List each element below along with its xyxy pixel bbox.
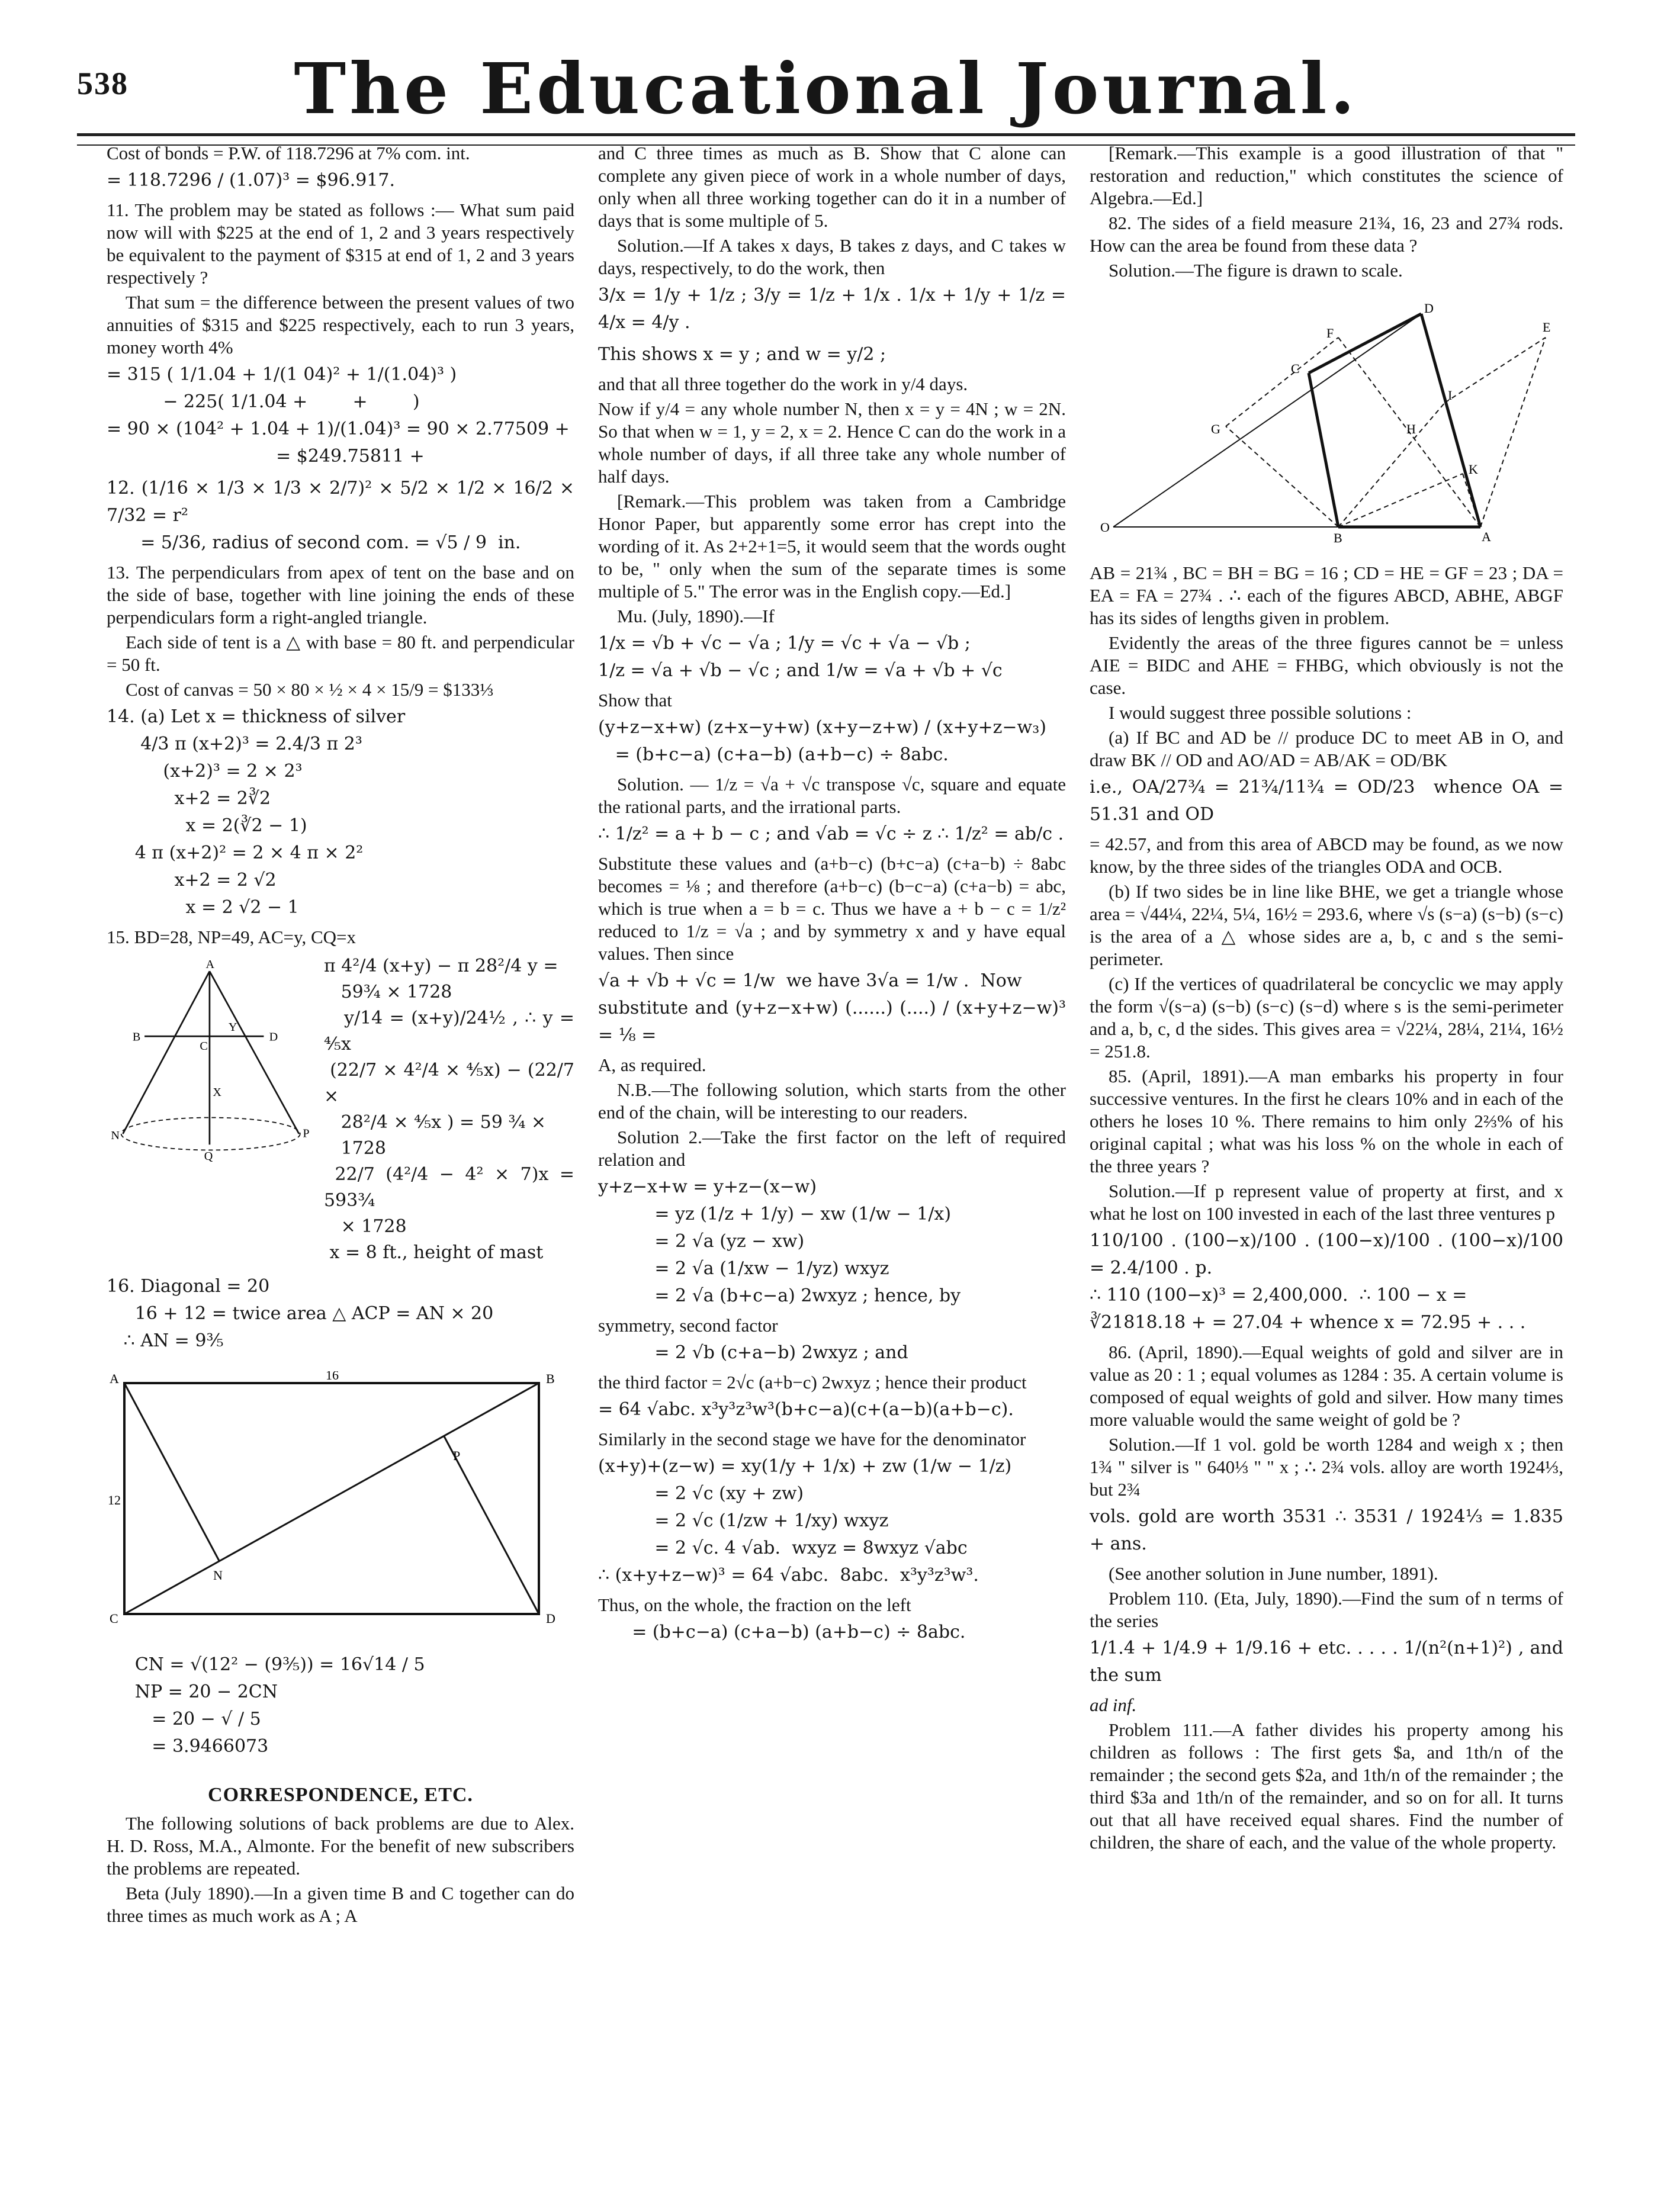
quad-label: D <box>1424 301 1434 316</box>
paragraph: (a) If BC and AD be // produce DC to meet AB in O, and draw BK // OD and AO/AD = AB/AK = OD/BK <box>1090 727 1563 770</box>
quad-label: F <box>1326 326 1334 340</box>
problem-15: 15. BD=28, NP=49, AC=y, CQ=x <box>107 927 356 947</box>
paragraph: Thus, on the whole, the fraction on the left <box>598 1594 911 1615</box>
paragraph: Cost of canvas = 50 × 80 × ½ × 4 × 15/9 = $133⅓ <box>126 679 494 700</box>
problem-85: 85. (April, 1891).—A man embarks his property in four successive ventures. In the first he clears 10% and in each of the others he loses 10 %. There remains to him only 2⅔% of his original capital ; what was his loss % on the whole in each of the three years ? <box>1090 1066 1563 1176</box>
equation: 3/x = 1/y + 1/z ; 3/y = 1/z + 1/x . 1/x + 1/y + 1/z = 4/x = 4/y . <box>598 285 1072 333</box>
equation: (x+y)+(z−w) = xy(1/y + 1/x) + zw (1/w − 1/z) = 2 √c (xy + zw) = 2 √c (1/zw + 1/xy) wxyz = 2 √c. 4 √ab. wxyz = 8wxyz √abc ∴ (x+y+z−w)³ = 64 √abc. 8abc. x³y³z³w³. <box>598 1456 1012 1586</box>
paragraph: the third factor = 2√c (a+b−c) 2wxyz ; hence their product <box>598 1372 1027 1393</box>
quad-label: O <box>1100 520 1110 535</box>
equation: (y+z−x+w) (z+x−y+w) (x+y−z+w) / (x+y+z−w₃) = (b+c−a) (c+a−b) (a+b−c) ÷ 8abc. <box>598 717 1046 765</box>
problem-16-solution: CN = √(12² − (9⅗)) = 16√14 / 5 NP = 20 − 2CN = 20 − √ / 5 = 3.9466073 <box>134 1654 425 1757</box>
equation: 110/100 . (100−x)/100 . (100−x)/100 . (100−x)/100 = 2.4/100 . p. ∴ 110 (100−x)³ = 2,400,000. ∴ 100 − x = ∛21818.18 + = 27.04 + whence x = 72.95 + . . . <box>1090 1230 1563 1333</box>
paragraph: I would suggest three possible solutions : <box>1109 702 1412 723</box>
problem-13: 13. The perpendiculars from apex of tent on the base and on the side of base, together with line joining the ends of these perpendiculars form a right-angled triangle. <box>107 562 574 628</box>
page-number: 538 <box>77 66 129 101</box>
equation: = (b+c−a) (c+a−b) (a+b−c) ÷ 8abc. <box>598 1622 966 1642</box>
column-right <box>1090 142 1569 1856</box>
rect-label: A <box>110 1371 119 1386</box>
paragraph: and C three times as much as B. Show that C alone can complete any given piece of work in a whole number of days, only when all three working together can do it in a number of days that is some multiple of 5. <box>598 143 1066 231</box>
paragraph: Each side of tent is a △ with base = 80 ft. and perpendicular = 50 ft. <box>107 632 574 675</box>
paragraph: Cost of bonds = P.W. of 118.7296 at 7% com. int. <box>107 143 470 163</box>
paragraph: Solution.—If p represent value of property at first, and x what he lost on 100 invested in each of the last three ventures p <box>1090 1181 1563 1224</box>
equation: = 118.7296 / (1.07)³ = $96.917. <box>107 170 396 191</box>
problem-mu: Mu. (July, 1890).—If <box>617 606 775 626</box>
cone-label: N <box>111 1129 120 1143</box>
equation: 1/1.4 + 1/4.9 + 1/9.16 + etc. . . . . 1/(n²(n+1)²) , and the sum <box>1090 1638 1569 1686</box>
journal-masthead: The Educational Journal. <box>294 47 1358 130</box>
column-left <box>107 142 574 1930</box>
equation: y+z−x+w = y+z−(x−w) = yz (1/z + 1/y) − xw (1/w − 1/x) = 2 √a (yz − xw) = 2 √a (1/xw − 1/yz) wxyz = 2 √a (b+c−a) 2wxyz ; hence, by <box>598 1176 961 1306</box>
rect-label: 16 <box>326 1371 339 1382</box>
cone-label: Q <box>204 1149 213 1163</box>
paragraph: = 42.57, and from this area of ABCD may be found, as we now know, by the three sides of the triangles ODA and OCB. <box>1090 834 1563 877</box>
equation: ∴ 1/z² = a + b − c ; and √ab = √c ÷ z ∴ 1/z² = ab/c . <box>598 824 1064 844</box>
cone-label: X <box>213 1085 221 1099</box>
rect-label: C <box>110 1611 118 1626</box>
paragraph: and that all three together do the work in y/4 days. <box>598 374 968 394</box>
paragraph: Now if y/4 = any whole number N, then x = y = 4N ; w = 2N. So that when w = 1, y = 2, x = 2. Hence C can do the work in a whole number of days, if all three take any whole number of half days. <box>598 398 1066 487</box>
quad-label: I <box>1448 388 1453 403</box>
problem-82: 82. The sides of a field measure 21¾, 16, 23 and 27¾ rods. How can the area be found from these data ? <box>1090 213 1563 256</box>
paragraph: Solution.—If 1 vol. gold be worth 1284 and weigh x ; then 1¾ " silver is " 640⅓ " " x ; ∴ 2¾ vols. alloy are worth 1924⅓, but 2¾ <box>1090 1434 1563 1500</box>
problem-16: 16. Diagonal = 20 16 + 12 = twice area △ ACP = AN × 20 ∴ AN = 9⅗ <box>107 1276 494 1351</box>
cone-figure <box>107 951 318 1176</box>
quad-label: A <box>1482 529 1491 544</box>
equation: i.e., OA/27¾ = 21¾/11¾ = OD/23 whence OA = 51.31 and OD <box>1090 777 1569 825</box>
paragraph: (b) If two sides be in line like BHE, we get a triangle whose area = √44¼, 22¼, 5¼, 16½ = 293.6, where √s (s−a) (s−b) (s−c) is the area of a △ whose sides are a, b, c and s the semi-perimeter. <box>1090 881 1563 969</box>
quad-label: K <box>1469 462 1478 477</box>
problem-111: Problem 111.—A father divides his property among his children as follows : The first gets $a, and 1th/n of the remainder ; the second gets $2a, and 1th/n of the remainder ; the third $3a and 1th/n of the remainder, and so on for all. It turns out that all have received equal shares. Find the number of children, the share of each, and the value of the whole property. <box>1090 1719 1563 1853</box>
paragraph: That sum = the difference between the present values of two annuities of $315 and $225 respectively, each to run 3 years, money worth 4% <box>107 292 574 358</box>
rect-label: D <box>546 1611 555 1626</box>
equation: This shows x = y ; and w = y/2 ; <box>598 344 886 365</box>
rect-label: P <box>453 1448 461 1463</box>
paragraph: ad inf. <box>1090 1695 1137 1715</box>
problem-14: 14. (a) Let x = thickness of silver 4/3 π (x+2)³ = 2.4/3 π 2³ (x+2)³ = 2 × 2³ x+2 = 2∛2 x = 2(∛2 − 1) 4 π (x+2)² = 2 × 4 π × 2² x+2 = 2 √2 x = 2 √2 − 1 <box>107 706 406 918</box>
paragraph: The following solutions of back problems are due to Alex. H. D. Ross, M.A., Almonte. For the benefit of new subscribers the problems are repeated. <box>107 1813 574 1879</box>
quad-label: H <box>1406 422 1416 436</box>
problem-11: 11. The problem may be stated as follows :— What sum paid now will with $225 at the end of 1, 2 and 3 years respectively be equivalent to the payment of $315 at end of 1, 2 and 3 years respectively ? <box>107 200 574 288</box>
cone-label: A <box>205 957 215 971</box>
cone-label: D <box>269 1030 278 1044</box>
paragraph: N.B.—The following solution, which starts from the other end of the chain, will be interesting to our readers. <box>598 1079 1066 1123</box>
paragraph: Evidently the areas of the three figures cannot be = unless AIE = BIDC and AHE = FHBG, which obviously is not the case. <box>1090 632 1563 698</box>
paragraph: AB = 21¾ , BC = BH = BG = 16 ; CD = HE = GF = 23 ; DA = EA = FA = 27¾ . ∴ each of the figures ABCD, ABHE, ABGF has its sides of lengths given in problem. <box>1090 562 1563 628</box>
column-middle <box>598 142 1072 1651</box>
equation: = 2 √b (c+a−b) 2wxyz ; and <box>598 1342 908 1363</box>
paragraph: A, as required. <box>598 1054 706 1075</box>
paragraph: Solution.—The figure is drawn to scale. <box>1109 260 1403 281</box>
rect-label: B <box>546 1371 555 1386</box>
paragraph: Substitute these values and (a+b−c) (b+c−a) (c+a−b) ÷ 8abc becomes = ⅛ ; and therefore (a+b−c) (b−c−a) (c+a−b) = abc, which is true when a = b = c. Thus we have a + b − c = 1/z² reduced to 1/z = √a ; and by symmetry x and y have equal values. Then since <box>598 853 1066 964</box>
problem-12: 12. (1/16 × 1/3 × 1/3 × 2/7)² × 5/2 × 1/2 × 16/2 × 7/32 = r² = 5/36, radius of second com. = √5 / 9 in. <box>107 478 574 553</box>
paragraph: Solution 2.—Take the first factor on the left of required relation and <box>598 1127 1066 1170</box>
paragraph: Show that <box>598 690 672 710</box>
problem-15-equations: π 4²/4 (x+y) − π 28²/4 y = 59¾ × 1728 y/14 = (x+y)/24½ , ∴ y = ⅘x (22/7 × 4²/4 × ⅘x) − (22/7 × 28²/4 × ⅘x ) = 59 ¾ × 1728 22/7 (4²/4 − 4² × 7)x = 593¾ × 1728 x = 8 ft., height of mast <box>323 956 575 1263</box>
quad-label: C <box>1291 361 1300 376</box>
cone-label: Y <box>228 1021 237 1034</box>
remark: [Remark.—This problem was taken from a Cambridge Honor Paper, but apparently some error has crept into the wording of it. As 2+2+1=5, it would seem that the words ought to be, " only when the sum of the separate times is some multiple of 5." The error was in the English copy.—Ed.] <box>598 491 1066 602</box>
rect-label: 12 <box>108 1493 121 1507</box>
paragraph: Beta (July 1890).—In a given time B and C together can do three times as much work as A ; A <box>107 1883 574 1926</box>
equation: = 64 √abc. x³y³z³w³(b+c−a)(c+(a−b)(a+b−c). <box>598 1399 1014 1420</box>
paragraph: (See another solution in June number, 1891). <box>1109 1563 1438 1584</box>
cone-label: B <box>132 1030 141 1044</box>
rectangle-figure <box>107 1371 568 1632</box>
page-header <box>77 36 1575 148</box>
remark: [Remark.—This example is a good illustration of that " restoration and reduction," which constitutes the science of Algebra.—Ed.] <box>1090 143 1563 208</box>
paragraph: Similarly in the second stage we have for the denominator <box>598 1429 1026 1449</box>
equation: √a + √b + √c = 1/w we have 3√a = 1/w . Now substitute and (y+z−x+w) (......) (....) / (x+y+z−w)³ = ⅛ = <box>598 970 1066 1046</box>
equation: 1/x = √b + √c − √a ; 1/y = √c + √a − √b ; 1/z = √a + √b − √c ; and 1/w = √a + √b + √c <box>598 633 1003 681</box>
equation: vols. gold are worth 3531 ∴ 3531 / 1924⅓ = 1.835 + ans. <box>1090 1506 1569 1554</box>
problem-86: 86. (April, 1890).—Equal weights of gold and silver are in value as 20 : 1 ; equal volumes as 1284 : 35. A certain volume is composed of equal weights of gold and silver. How many times more valuable would the same weight of gold be ? <box>1090 1342 1563 1430</box>
quad-label: B <box>1334 531 1342 545</box>
paragraph: (c) If the vertices of quadrilateral be concyclic we may apply the form √(s−a) (s−b) (s−c) (s−d) where s is the semi-perimeter and a, b, c, d the sides. This gives area = √22¼, 28¼, 21¼, 16½ = 251.8. <box>1090 973 1563 1062</box>
paragraph: Solution.—If A takes x days, B takes z days, and C takes w days, respectively, to do the work, then <box>598 235 1066 278</box>
cone-label: C <box>200 1040 208 1053</box>
paragraph: Solution. — 1/z = √a + √c transpose √c, square and equate the rational parts, and the irrational parts. <box>598 774 1066 817</box>
problem-15-body <box>107 951 574 1271</box>
section-heading: CORRESPONDENCE, ETC. <box>208 1784 473 1806</box>
equation: = 315 ( 1/1.04 + 1/(1 04)² + 1/(1.04)³ ) − 225( 1/1.04 + + ) = 90 × (104² + 1.04 + 1)/(1.04)³ = 90 × 2.77509 + = $249.75811 + <box>107 364 570 467</box>
quad-label: E <box>1543 320 1551 335</box>
problem-110: Problem 110. (Eta, July, 1890).—Find the sum of n terms of the series <box>1090 1588 1563 1631</box>
rect-label: N <box>213 1568 223 1583</box>
quad-label: G <box>1211 422 1220 436</box>
paragraph: symmetry, second factor <box>598 1315 778 1336</box>
quadrilateral-figure <box>1090 296 1557 545</box>
cone-label: P <box>303 1127 310 1140</box>
